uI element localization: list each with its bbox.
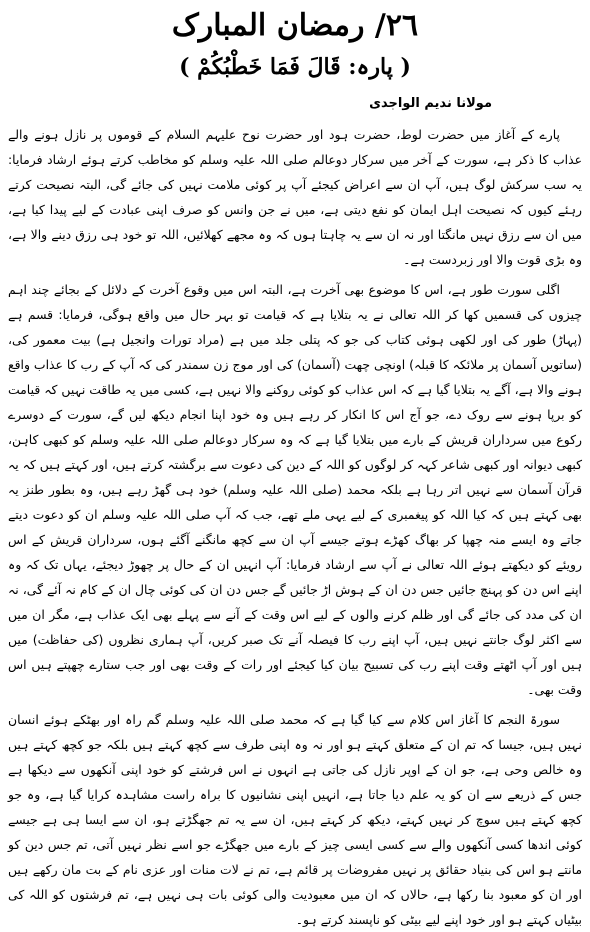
article-body xyxy=(8,122,582,927)
page-title: ٢٦/ رمضان المبارک xyxy=(171,8,419,43)
page-subtitle: ( پارہ: قَالَ فَمَا خَطْبُكُمْ ) xyxy=(179,54,411,80)
author-name: مولانا ندیم الواجدی xyxy=(369,96,492,111)
paragraph: اگلی سورت طور ہے، اس کا موضوع بھی آخرت ہے، البتہ اس میں وقوع آخرت کے دلائل کے بجائے چند اہم چیزوں کی قسمیں کھا کر اللہ تعالی نے یہ بتلایا ہے کہ قیامت تو بہر حال میں واقع ہوگی، فرمایا: قسم ہے (پہاڑ) طور کی اور لکھی ہوئی کتاب کی جو کہ پتلی جلد میں ہے (مراد تورات وانجیل ہے) بیت معمور کی، (ساتویں آسمان پر ملائکہ کا قبلہ) اونچی چھت (آسمان) کی اور موج زن سمندر کی کہ آپ کے رب کا عذاب واقع ہونے والا ہے، آگے یہ بتلایا گیا ہے کہ اس عذاب کو کوئی روکنے والا نہیں ہے، کسی میں یہ طاقت نہیں کہ قیامت کو برپا ہونے سے روک دے، جو آج اس کا انکار کر رہے ہیں وہ خود اپنا انجام دیکھ لیں گے، سورت کے دوسرے رکوع میں سرداران قریش کے بارے میں بتلایا گیا ہے کہ وہ سرکار دوعالم صلی اللہ علیہ وسلم کو کبھی کاہن، کبھی دیوانہ اور کبھی شاعر کہہ کر لوگوں کو اللہ کے دین کی دعوت سے برگشتہ کرتے ہیں، اور کہتے ہیں کہ یہ قرآن آسمان سے نہیں اتر رہا ہے بلکہ محمد (صلی اللہ علیہ وسلم) خود ہی گھڑ رہے ہیں، وہ بطور طنز یہ بھی کہتے ہیں کہ کیا اللہ کو پیغمبری کے لیے یہی ملے تھے، جب کہ آپ صلی اللہ علیہ وسلم ان کو دعوت دیتے جاتے وہ ایسے منہ چھپا کر بھاگ کھڑے ہوتے جیسے آپ ان سے کچھ مانگنے آگئے ہوں، سرداران قریش کے اس رویئے کو دیکھتے ہوئے اللہ تعالی نے آپ سے ارشاد فرمایا: آپ انہیں ان کے حال پر چھوڑ دیجئے، یہاں تک کہ وہ اپنے اس دن کو پہنچ جائیں جس دن ان کے ہوش اڑ جائیں گے جس دن ان کی کوئی چال ان کے کام نہ آئے گی، نہ ان کی مدد کی جائے گی اور ظلم کرنے والوں کے لیے اس وقت کے آنے سے پہلے بھی ایک عذاب ہے، مگر ان میں سے اکثر لوگ جانتے نہیں ہیں، آپ اپنے رب کا فیصلہ آنے تک صبر کریں، آپ ہماری نظروں (کی حفاظت) میں ہیں اور آپ اٹھتے وقت اپنے رب کی تسبیح بیان کیا کیجئے اور رات کے وقت بھی اور جب ستارے چھپتے ہیں اس وقت بھی۔ xyxy=(8,282,582,697)
paragraph: سورۃ النجم کا آغاز اس کلام سے کیا گیا ہے کہ محمد صلی اللہ علیہ وسلم گم راہ اور بھٹکے ہوئے انسان نہیں ہیں، جیسا کہ تم ان کے متعلق کہتے ہو اور نہ وہ اپنی طرف سے کچھ کہتے ہیں بلکہ جو کچھ کہتے ہیں وہ خالص وحی ہے، جو ان کے اوپر نازل کی جاتی ہے انہوں نے اس فرشتے کو خود اپنی آنکھوں سے دیکھا ہے جس کے ذریعے سے ان کو یہ علم دیا جاتا ہے، انہیں اپنی نشانیوں کا براہ راست مشاہدہ کرایا گیا ہے، وہ جو کچھ کہتے ہیں سوچ کر نہیں کہتے، دیکھ کر کہتے ہیں، ان سے یہ تم جھگڑتے ہو، ان سے ایسا ہی ہے جیسے کوئی اندھا کسی آنکھوں والے سے کسی ایسی چیز کے بارے میں جھگڑے جو اسے نظر نہیں آتی، تم جس دین کو مانتے ہو اس کی بنیاد حقائق پر نہیں مفروضات پر قائم ہے، تم نے لات منات اور عزی نام کے بت مان رکھے ہیں اور ان کو معبود بنا رکھا ہے، حالاں کہ ان میں معبودیت والی کوئی بات ہی نہیں ہے، تم فرشتوں کو اللہ کی بیٹیاں کہتے ہو اور خود اپنے لیے بیٹی کو ناپسند کرتے ہو۔ xyxy=(8,712,582,927)
paragraph: پارے کے آغاز میں حضرت لوط، حضرت ہود اور حضرت نوح علیہم السلام کے قوموں پر نازل ہونے والے عذاب کا ذکر ہے، سورت کے آخر میں سرکار دوعالم صلی اللہ علیہ وسلم کو مخاطب کرتے ہوئے ارشاد فرمایا: یہ سب سرکش لوگ ہیں، آپ ان سے اعراض کیجئے آپ پر کوئی ملامت نہیں کی جائے گی، البتہ نصیحت کرتے رہئے کیوں کہ نصیحت اہل ایمان کو نفع دیتی ہے، میں نے جن وانس کو صرف اپنی عبادت کے لیے پیدا کیا ہے، میں ان سے رزق نہیں مانگتا اور نہ ان سے یہ چاہتا ہوں کہ وہ مجھے کھلائیں، اللہ تو خود ہی رزق دینے والا ہے، وہ بڑی قوت والا اور زبردست ہے۔ xyxy=(8,127,582,267)
